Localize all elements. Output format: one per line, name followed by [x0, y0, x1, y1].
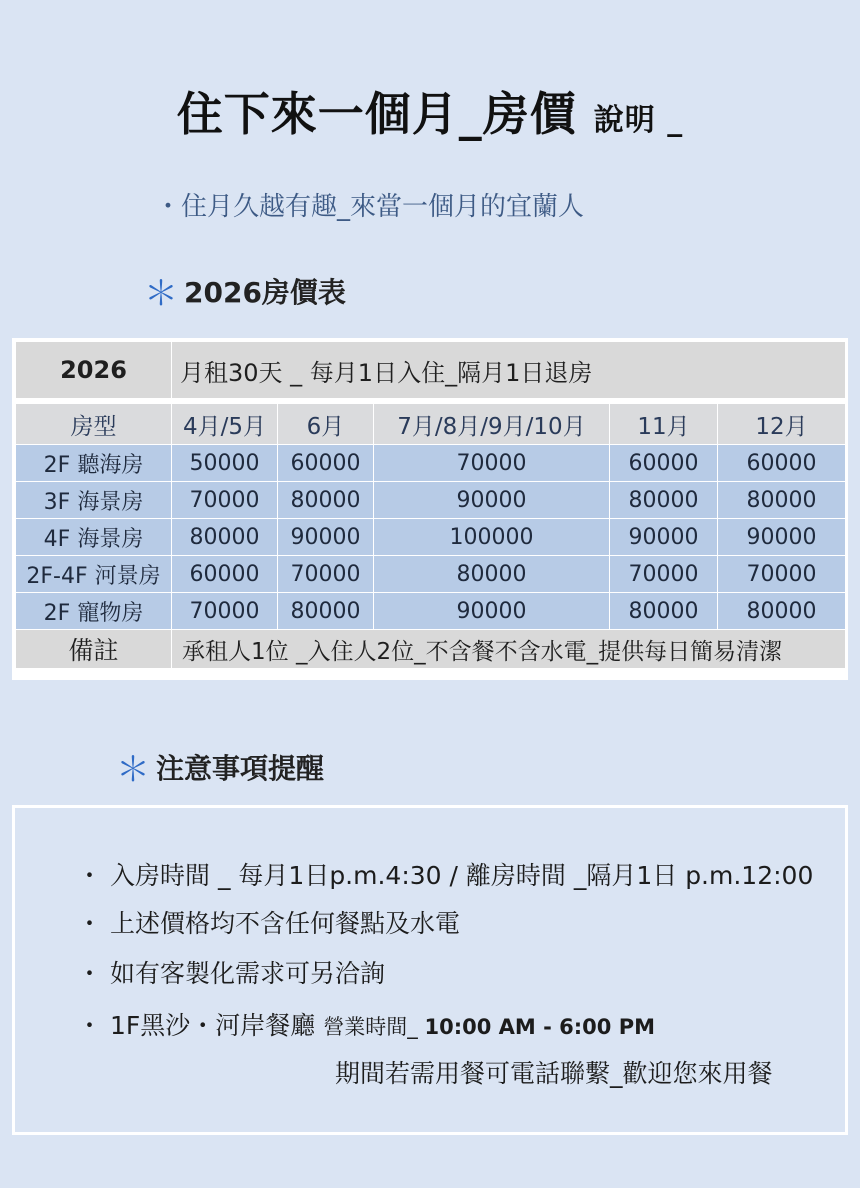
price-cell: 80000: [278, 482, 374, 519]
table-description: 月租30天 _ 每月1日入住_隔月1日退房: [172, 342, 846, 399]
note-restaurant-contact: 期間若需用餐可電話聯繫_歡迎您來用餐: [335, 1059, 773, 1088]
price-cell: 100000: [374, 519, 610, 556]
bullet-icon: ・: [77, 959, 103, 988]
price-section-label: 2026房價表: [184, 275, 346, 309]
table-note-row: [16, 630, 846, 669]
price-cell: 70000: [374, 445, 610, 482]
bullet-icon: ・: [77, 909, 103, 938]
list-item: [77, 856, 813, 892]
room-name: 2F-4F 河景房: [16, 556, 172, 593]
room-name: 2F 聽海房: [16, 445, 172, 482]
price-cell: 90000: [718, 519, 846, 556]
page-title: [0, 78, 860, 144]
price-cell: 80000: [374, 556, 610, 593]
list-item: [77, 954, 385, 990]
note-restaurant: 1F黑沙・河岸餐廳: [110, 1011, 316, 1040]
price-cell: 70000: [718, 556, 846, 593]
price-cell: 90000: [374, 593, 610, 630]
hours-label: 營業時間_: [323, 1015, 418, 1039]
price-cell: 80000: [278, 593, 374, 630]
table-row: [16, 556, 846, 593]
table-header-row: [16, 342, 846, 399]
note-price-exclusion: 上述價格均不含任何餐點及水電: [110, 909, 461, 938]
column-header: 11月: [610, 404, 718, 445]
price-cell: 80000: [172, 519, 278, 556]
price-cell: 80000: [610, 482, 718, 519]
table-row: [16, 593, 846, 630]
column-header: 7月/8月/9月/10月: [374, 404, 610, 445]
price-cell: 80000: [718, 482, 846, 519]
note-custom-request: 如有客製化需求可另洽詢: [110, 959, 386, 988]
price-cell: 90000: [374, 482, 610, 519]
column-header: 4月/5月: [172, 404, 278, 445]
column-header-row: [16, 404, 846, 445]
price-table: [15, 341, 846, 669]
price-cell: 50000: [172, 445, 278, 482]
asterisk-icon: ＊: [116, 750, 150, 790]
notes-section-heading: [116, 742, 324, 791]
room-name: 3F 海景房: [16, 482, 172, 519]
list-item: [77, 1006, 655, 1042]
column-header: 12月: [718, 404, 846, 445]
bullet-icon: ・: [77, 1011, 103, 1040]
subtitle: ・住月久越有趣_來當一個月的宜蘭人: [155, 192, 585, 222]
price-cell: 60000: [172, 556, 278, 593]
price-cell: 70000: [610, 556, 718, 593]
price-cell: 80000: [610, 593, 718, 630]
notes-section-label: 注意事項提醒: [156, 751, 325, 785]
hours-value: 10:00 AM - 6:00 PM: [424, 1015, 655, 1039]
price-cell: 90000: [610, 519, 718, 556]
asterisk-icon: ＊: [144, 274, 178, 314]
table-year: 2026: [16, 342, 172, 399]
table-row: [16, 519, 846, 556]
note-text: 承租人1位 _入住人2位_不含餐不含水電_提供每日簡易清潔: [172, 630, 846, 669]
price-cell: 60000: [718, 445, 846, 482]
notes-box: [12, 805, 848, 1135]
price-cell: 60000: [610, 445, 718, 482]
price-cell: 70000: [172, 482, 278, 519]
room-name: 4F 海景房: [16, 519, 172, 556]
note-checkin: 入房時間 _ 每月1日p.m.4:30 / 離房時間 _隔月1日 p.m.12:00: [110, 861, 814, 890]
price-cell: 70000: [172, 593, 278, 630]
price-table-container: [12, 338, 848, 680]
price-cell: 80000: [718, 593, 846, 630]
list-item: [77, 904, 460, 940]
table-row: [16, 445, 846, 482]
restaurant-hours: [323, 1015, 655, 1039]
price-cell: 90000: [278, 519, 374, 556]
price-section-heading: [144, 266, 346, 315]
page-title-suffix: 說明 _: [593, 103, 684, 138]
price-cell: 70000: [278, 556, 374, 593]
column-header: 6月: [278, 404, 374, 445]
page-title-main: 住下來一個月_房價: [176, 87, 577, 141]
price-cell: 60000: [278, 445, 374, 482]
note-label: 備註: [16, 630, 172, 669]
column-header: 房型: [16, 404, 172, 445]
room-name: 2F 寵物房: [16, 593, 172, 630]
table-row: [16, 482, 846, 519]
bullet-icon: ・: [77, 861, 103, 890]
